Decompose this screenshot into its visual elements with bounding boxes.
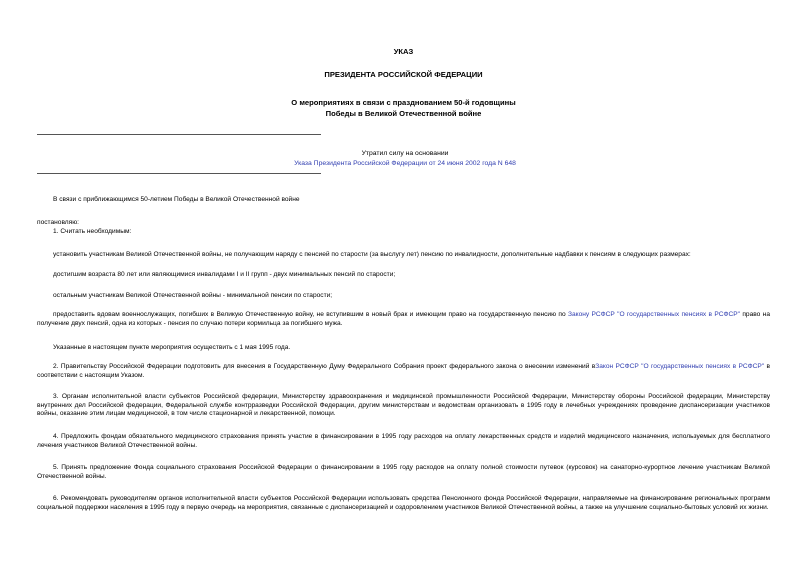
item2-text-start: 2. Правительству Российской Федерации подготовить для внесения в Государственную Думу Федерального Собрания проект федерального закона о внесении изменений в <box>53 363 596 370</box>
item1-paragraph-e: Указанные в настоящем пункте мероприятия осуществить с 1 мая 1995 года. <box>53 344 291 351</box>
item1-paragraph-c: остальным участникам Великой Отечественной войны - минимальной пенсии по старости; <box>53 292 333 299</box>
intro-paragraph: В связи с приближающимся 50-летием Победы в Великой Отечественной войне <box>53 196 300 203</box>
item5-paragraph: 5. Принять предложение Фонда социального страхования Российской Федерации о финансировании в 1995 году расходов на оплату полной стоимости путевок (курсовок) на санаторно-курортное лечение участникам Великой Отечественной войны. <box>37 464 770 480</box>
divider-top <box>37 134 321 135</box>
pension-law-link-2[interactable]: Закон РСФСР "О государственных пенсиях в РСФСР" <box>595 363 765 370</box>
item2-text-end: в соответствии с настоящим Указом. <box>37 363 770 379</box>
subject-heading-line1: О мероприятиях в связи с празднованием 50-й годовщины <box>291 98 516 107</box>
status-note-text: Утратил силу на основании <box>361 150 449 157</box>
item4-paragraph: 4. Предложить фондам обязательного медицинского страхования принять участие в финансировании в 1995 году расходов на оплату лекарственных средств и изделий медицинского назначения, используемых для бесплатного лечения участников Великой Отечественной войны. <box>37 433 770 449</box>
item1-paragraph-b: достигшим возраста 80 лет или являющимися инвалидами I и II групп - двух минимальных пенсий по старости; <box>53 271 396 278</box>
divider-bottom <box>37 173 321 174</box>
decree-type-heading: УКАЗ <box>393 47 414 56</box>
item1-title: 1. Считать необходимым: <box>53 228 132 235</box>
item1-paragraph-d <box>37 311 770 328</box>
item2-paragraph <box>37 363 770 380</box>
issuer-heading: ПРЕЗИДЕНТА РОССИЙСКОЙ ФЕДЕРАЦИИ <box>324 70 483 79</box>
item6-paragraph: 6. Рекомендовать руководителям органов исполнительной власти субъектов Российской Федерации использовать средства Пенсионного фонда Российской Федерации, направляемые на финансирование региональных программ социальной поддержки населения в 1995 году в первую очередь на мероприятия, связанные с диспансеризацией и оздоровлением участников Великой Отечественной войны, а также на улучшение социально-бытовых условий их жизни. <box>37 495 770 511</box>
item3-paragraph: 3. Органам исполнительной власти субъектов Российской федерации, Министерству здравоохранения и медицинской промышленности Российской Федерации, Министерству обороны Российской федерации, Министерству внутренних дел Российской федерации, Федеральной службе контрразведки Российской Федерации, другим министерствам и ведомствам организовать в 1995 году в лечебных учреждениях проведение диспансеризации участников войны, оказание этим лицам медицинской, в том числе стационарной и лекарственной, помощи. <box>37 393 770 418</box>
item1-d-text-start: предоставить вдовам военнослужащих, погибших в Великую Отечественную войну, не вступившим в новый брак и имеющим право на государственную пенсию по <box>53 311 568 318</box>
subject-heading-line2: Победы в Великой Отечественной войне <box>325 109 482 118</box>
item1-paragraph-a: установить участникам Великой Отечественной войны, не получающим наряду с пенсией по старости (за выслугу лет) пенсию по инвалидности, дополнительные надбавки к пенсиям в следующих размерах: <box>53 251 691 258</box>
repeal-decree-link[interactable]: Указа Президента Российской Федерации от 24 июня 2002 года N 648 <box>294 160 516 167</box>
decree-word: постановляю: <box>37 219 80 226</box>
pension-law-link[interactable]: Закону РСФСР "О государственных пенсиях в РСФСР" <box>567 311 740 318</box>
item1-d-text-end: право на получение двух пенсий, одна из которых - пенсия по случаю потери кормильца за погибшего мужа. <box>37 311 770 327</box>
